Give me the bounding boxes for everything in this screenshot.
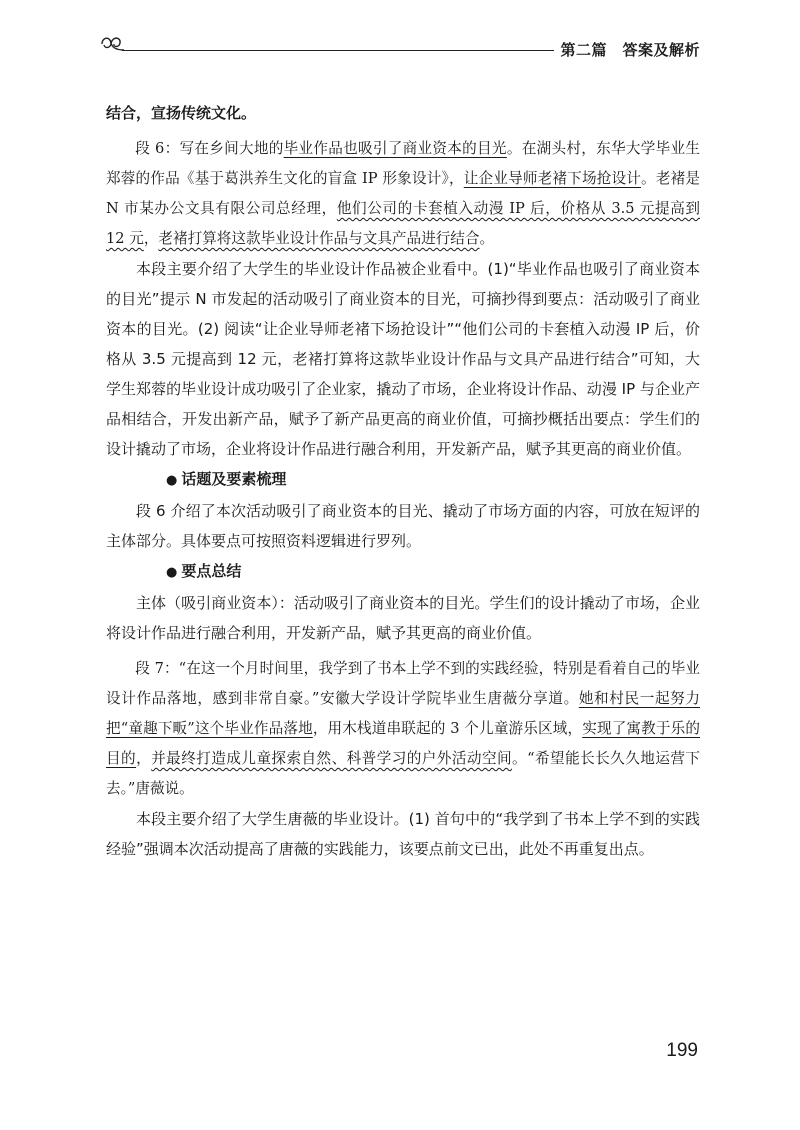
wavy-underlined-text: 他们公司的卡套植入动漫 IP 后，价格从 3.5 元提高到 12 元	[106, 200, 700, 247]
text-run: ，	[136, 750, 152, 767]
leaf-sprout-icon	[98, 34, 126, 54]
section-heading-summary	[106, 556, 700, 588]
wavy-underlined-text: 老褚打算将这款毕业设计作品与文具产品进行结合	[158, 230, 480, 247]
text-run: 段 7：“在这一个月时间里，我学到了书本上学不到的实践经验，特别是看着自己的毕业设计作品落地，感到非常自豪。”安徽大学设计学院毕业生唐薇分享道。	[106, 660, 700, 707]
summary-paragraph: 主体（吸引商业资本）：活动吸引了商业资本的目光。学生们的设计撬动了市场，企业将设计作品进行融合利用，开发新产品，赋予其更高的商业价值。	[106, 594, 700, 642]
source-paragraph-6	[106, 134, 700, 254]
page-number: 199	[666, 1040, 698, 1061]
page-content	[106, 96, 700, 864]
section-heading-text: 话题及要素梳理	[181, 470, 287, 488]
running-header	[98, 32, 700, 62]
analysis-paragraph-7: 本段主要介绍了大学生唐薇的毕业设计。(1) 首句中的“我学到了书本上学不到的实践经验”强调本次活动提高了唐薇的实践能力，该要点前文已出，此处不再重复出点。	[106, 810, 700, 858]
underlined-text: 她和村民一起努力把“童趣下畈”这个毕业作品落地	[106, 690, 700, 737]
underlined-text: 实现了寓教于乐的目的	[106, 720, 700, 767]
section-heading-topic	[106, 464, 700, 496]
section-heading-text: 要点总结	[181, 562, 242, 580]
topic-paragraph: 段 6 介绍了本次活动吸引了商业资本的目光、撬动了市场方面的内容，可放在短评的主体部分。具体要点可按照资料逻辑进行罗列。	[106, 502, 700, 550]
top-line: 结合，宣扬传统文化。	[106, 104, 257, 122]
text-run: ，	[143, 230, 159, 247]
underlined-text: 毕业作品也吸引了商业资本的目光	[283, 140, 507, 157]
text-run: 。“希望能长长久久地运营下去。”唐薇说。	[106, 750, 700, 797]
header-title: 第二篇 答案及解析	[560, 41, 700, 59]
bullet-dot-icon: ●	[166, 473, 178, 488]
text-run: 。在湖头村，东华大学毕业生郑蓉的作品《基于葛洪养生文化的盲盒 IP 形象设计》，	[106, 140, 700, 187]
underlined-text: 让企业导师老褚下场抢设计	[463, 170, 642, 187]
bullet-dot-icon: ●	[166, 565, 178, 580]
text-run: ，用木栈道串联起的 3 个儿童游乐区域，	[312, 720, 583, 737]
text-run: 段 6：写在乡间大地的	[135, 140, 284, 157]
source-paragraph-7	[106, 654, 700, 804]
analysis-paragraph-6: 本段主要介绍了大学生的毕业设计作品被企业看中。(1)“毕业作品也吸引了商业资本的目光”提示 N 市发起的活动吸引了商业资本的目光，可摘抄得到要点：活动吸引了商业资本的目光。(2) 阅读“让企业导师老褚下场抢设计”“他们公司的卡套植入动漫 IP 后，价格从 3.5 元提高到 12 元，老褚打算将这款毕业设计作品与文具产品进行结合”可知，大学生郑蓉的毕业设计成功吸引了企业家，撬动了市场，企业将设计作品、动漫 IP 与企业产品相结合，开发出新产品，赋予了新产品更高的商业价值，可摘抄概括出要点：学生们的设计撬动了市场，企业将设计作品进行融合利用，开发新产品，赋予其更高的商业价值。	[106, 260, 700, 458]
text-run: 。老褚是 N 市某办公文具有限公司总经理，	[106, 170, 700, 217]
header-rule	[122, 50, 554, 51]
wavy-underlined-text: 并最终打造成儿童探索自然、科普学习的户外活动空间	[151, 750, 513, 767]
text-run: 。	[479, 230, 495, 247]
